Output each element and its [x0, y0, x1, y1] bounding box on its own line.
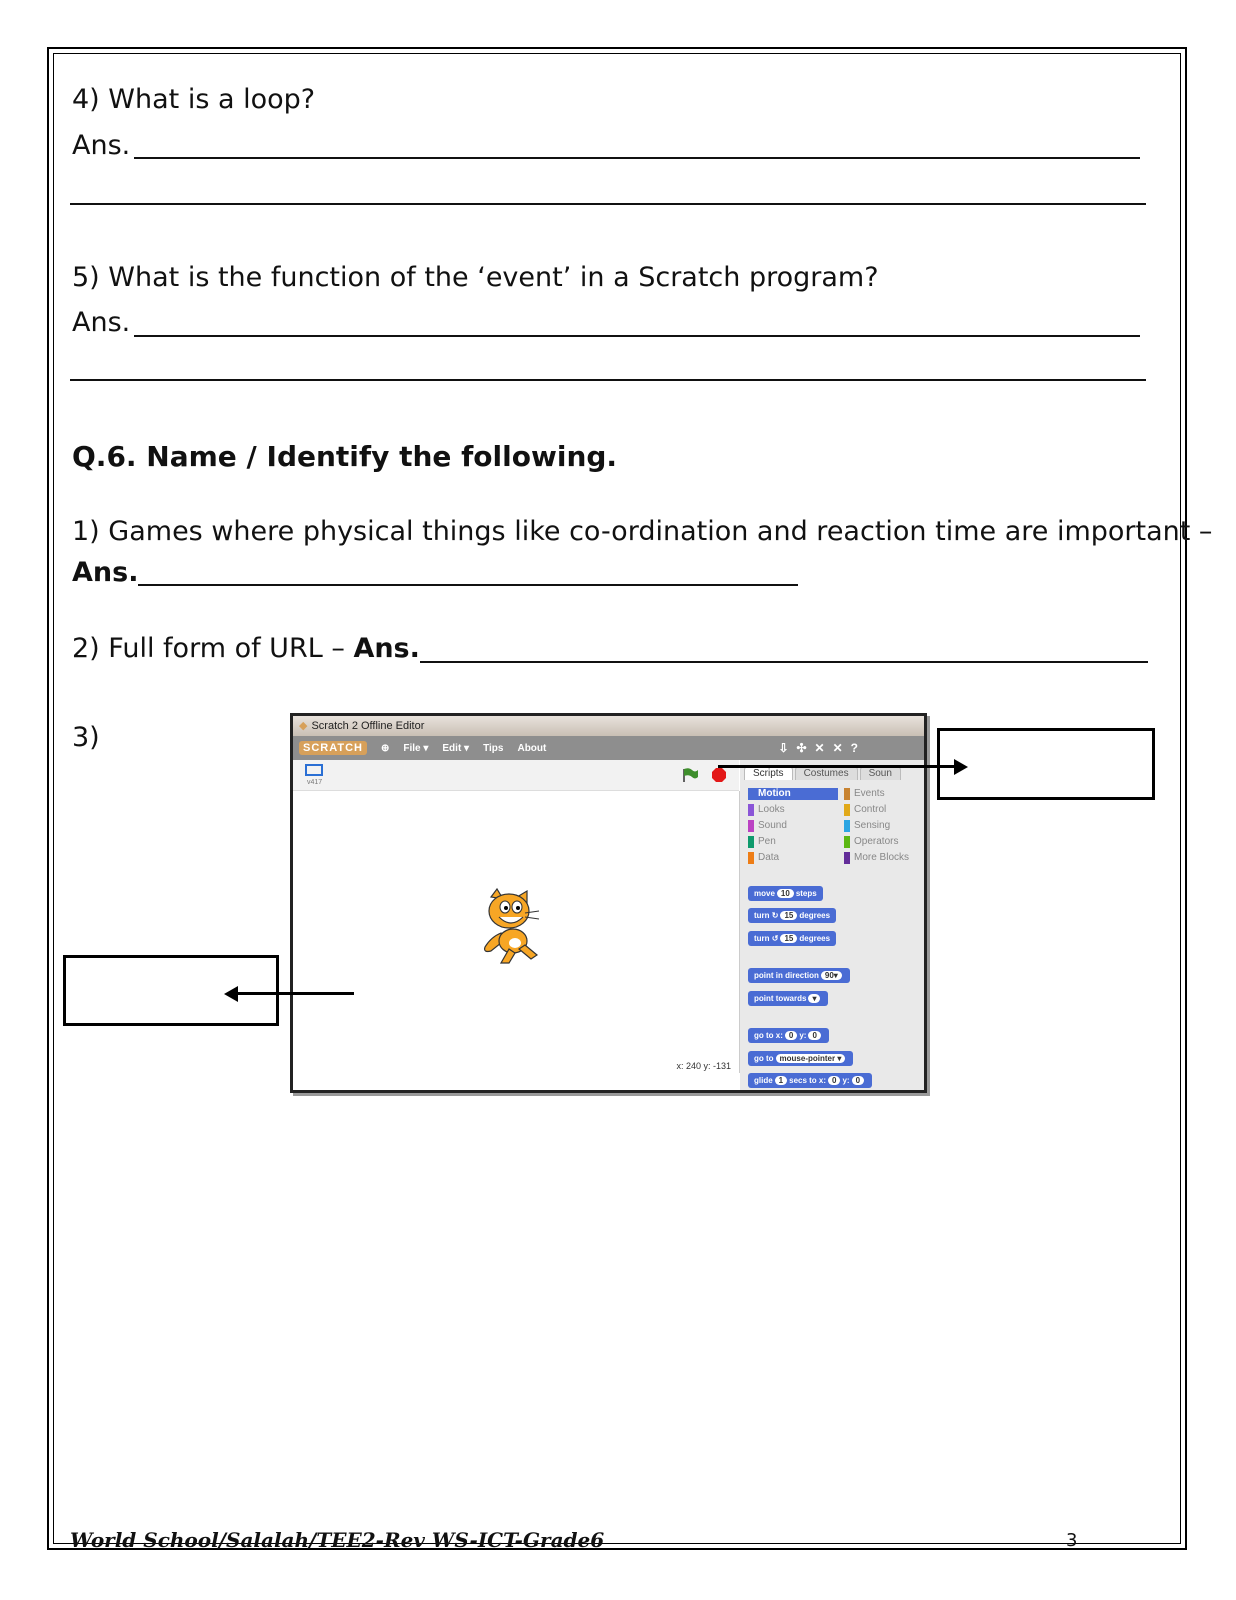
blocks-palette	[740, 760, 927, 1093]
block-turn-right-unit: degrees	[799, 911, 831, 920]
toolbar-icons[interactable]: ⇩✣✕✕?	[778, 741, 866, 755]
block-glide-x[interactable]: 0	[828, 1076, 840, 1085]
block-point-towards[interactable]	[748, 991, 828, 1006]
arrow-line-right	[718, 765, 958, 768]
item-1-ans-label: Ans.	[72, 557, 139, 588]
arrow-head-right	[954, 759, 968, 775]
scratch-title-bar	[293, 716, 924, 736]
scratch-menu-bar	[293, 736, 924, 760]
tab-sounds[interactable]: Soun	[860, 766, 901, 780]
block-turn-left-unit: degrees	[799, 934, 831, 943]
stage-toolbar	[293, 760, 739, 791]
block-move-value[interactable]: 10	[777, 889, 794, 898]
question-5-answer-line-1[interactable]	[134, 335, 1140, 337]
block-glide-label: glide	[754, 1076, 773, 1085]
green-flag-icon[interactable]	[681, 767, 699, 783]
editor-tabs	[744, 766, 927, 780]
block-turn-right[interactable]	[748, 908, 836, 923]
block-turn-left[interactable]	[748, 931, 836, 946]
category-sound[interactable]: Sound	[748, 820, 838, 832]
footer-school: World School/Salalah/TEE2-Rev WS-ICT-Grade6	[70, 1528, 605, 1552]
scratch-app-icon: ◆	[299, 720, 308, 732]
item-1: 1) Games where physical things like co-ordination and reaction time are important –	[72, 516, 1213, 547]
item-2	[72, 633, 420, 664]
question-4-answer-line-1[interactable]	[134, 157, 1140, 159]
menu-about[interactable]: About	[517, 742, 547, 754]
item-2-text: 2) Full form of URL –	[72, 633, 345, 664]
block-go-to[interactable]	[748, 1051, 853, 1066]
block-go-to-xy-y[interactable]: 0	[808, 1031, 820, 1040]
question-5-answer-line-2[interactable]	[70, 379, 1146, 381]
question-4-ans-label: Ans.	[72, 130, 131, 161]
scratch-window-title: Scratch 2 Offline Editor	[311, 720, 425, 732]
question-4: 4) What is a loop?	[72, 84, 316, 115]
block-glide-secs[interactable]: 1	[775, 1076, 787, 1085]
menu-edit[interactable]: Edit ▾	[442, 742, 470, 754]
globe-icon[interactable]: ⊕	[380, 742, 390, 754]
category-control[interactable]: Control	[844, 804, 927, 816]
category-sensing[interactable]: Sensing	[844, 820, 927, 832]
scratch-cat-sprite[interactable]	[471, 887, 561, 967]
answer-box-left[interactable]	[63, 955, 279, 1026]
menu-file[interactable]: File ▾	[403, 742, 429, 754]
scratch-editor-screenshot	[290, 713, 927, 1093]
version-label: v417	[307, 779, 323, 786]
item-2-answer-line[interactable]	[420, 661, 1148, 663]
block-point-direction-value[interactable]: 90▾	[821, 971, 842, 980]
page-number: 3	[1066, 1530, 1078, 1551]
block-go-to-xy-y-label: y:	[799, 1031, 807, 1040]
block-move-unit: steps	[795, 889, 817, 898]
answer-box-right[interactable]	[937, 728, 1155, 800]
tab-costumes[interactable]: Costumes	[795, 766, 858, 780]
block-glide[interactable]	[748, 1073, 872, 1088]
item-1-answer-line[interactable]	[138, 584, 798, 586]
block-point-direction[interactable]	[748, 968, 850, 983]
fullscreen-icon[interactable]	[305, 764, 323, 776]
block-point-towards-label: point towards	[754, 994, 807, 1003]
category-pen[interactable]: Pen	[748, 836, 838, 848]
question-5-ans-label: Ans.	[72, 307, 131, 338]
block-turn-right-label: turn ↻	[754, 911, 779, 920]
section-title: Q.6. Name / Identify the following.	[72, 440, 618, 473]
stage-coordinates: x: 240 y: -131	[676, 1061, 731, 1071]
block-glide-x-label: secs to x:	[789, 1076, 827, 1085]
stage-area[interactable]	[293, 791, 740, 1073]
arrow-line-left	[234, 992, 354, 995]
category-operators[interactable]: Operators	[844, 836, 927, 848]
question-4-answer-line-2[interactable]	[70, 203, 1146, 205]
block-move-label: move	[754, 889, 775, 898]
block-move[interactable]	[748, 886, 823, 901]
scratch-logo: SCRATCH	[299, 741, 367, 755]
category-more-blocks[interactable]: More Blocks	[844, 852, 927, 864]
item-3-label: 3)	[72, 722, 100, 753]
item-2-ans-label: Ans.	[353, 633, 420, 664]
block-turn-left-label: turn ↺	[754, 934, 779, 943]
block-categories	[748, 788, 927, 864]
menu-tips[interactable]: Tips	[483, 742, 504, 754]
tab-scripts[interactable]: Scripts	[744, 766, 793, 780]
block-go-to-xy-label: go to x:	[754, 1031, 783, 1040]
block-go-to-value[interactable]: mouse-pointer ▾	[776, 1054, 846, 1063]
block-glide-y-label: y:	[842, 1076, 850, 1085]
category-looks[interactable]: Looks	[748, 804, 838, 816]
block-point-direction-label: point in direction	[754, 971, 819, 980]
block-turn-right-value[interactable]: 15	[780, 911, 797, 920]
block-point-towards-value[interactable]: ▾	[808, 994, 820, 1003]
block-go-to-xy[interactable]	[748, 1028, 829, 1043]
category-data[interactable]: Data	[748, 852, 838, 864]
block-turn-left-value[interactable]: 15	[780, 934, 797, 943]
category-events[interactable]: Events	[844, 788, 927, 800]
arrow-head-left	[224, 986, 238, 1002]
block-go-to-xy-x[interactable]: 0	[785, 1031, 797, 1040]
block-go-to-label: go to	[754, 1054, 774, 1063]
stop-icon[interactable]	[711, 767, 727, 783]
category-motion[interactable]: Motion	[748, 788, 838, 800]
block-glide-y[interactable]: 0	[852, 1076, 864, 1085]
question-5: 5) What is the function of the ‘event’ in a Scratch program?	[72, 262, 879, 293]
